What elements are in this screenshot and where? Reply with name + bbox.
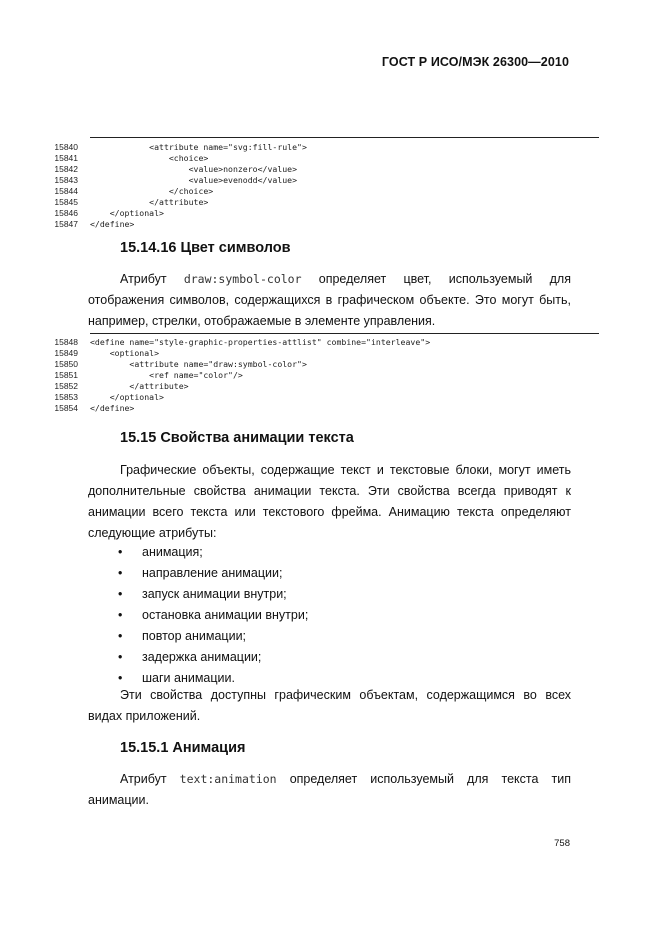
paragraph-text-animation: Атрибут text:animation определяет используемый для текста тип анимации. — [88, 772, 571, 807]
section-heading-15-14-16: 15.14.16 Цвет символов — [120, 240, 291, 256]
section-heading-15-15-1: 15.15.1 Анимация — [120, 740, 246, 756]
document-header: ГОСТ Р ИСО/МЭК 26300—2010 — [381, 55, 569, 69]
paragraph-animation-outro: Эти свойства доступны графическим объектам, содержащимся во всех видах приложений. — [88, 688, 571, 723]
inline-code-draw-symbol-color: draw:symbol-color — [183, 272, 302, 286]
section-heading-15-15: 15.15 Свойства анимации текста — [120, 430, 354, 446]
inline-code-text-animation: text:animation — [179, 772, 277, 786]
code-top-rule — [90, 137, 599, 138]
paragraph-symbol-color: Атрибут draw:symbol-color определяет цвет, используемый для отображения символов, содержащихся в графическом объекте. Это могут быть, например, стрелки, отображаемые в элементе управления. — [88, 272, 571, 328]
code-top-rule — [90, 333, 599, 334]
paragraph-animation-intro: Графические объекты, содержащие текст и текстовые блоки, могут иметь дополнительные свойства анимации текста. Эти свойства всегда приводят к анимации всего текста или текстового фрейма. Анимацию текста определяют следующие атрибуты: — [88, 463, 571, 540]
page-number: 758 — [554, 838, 570, 849]
